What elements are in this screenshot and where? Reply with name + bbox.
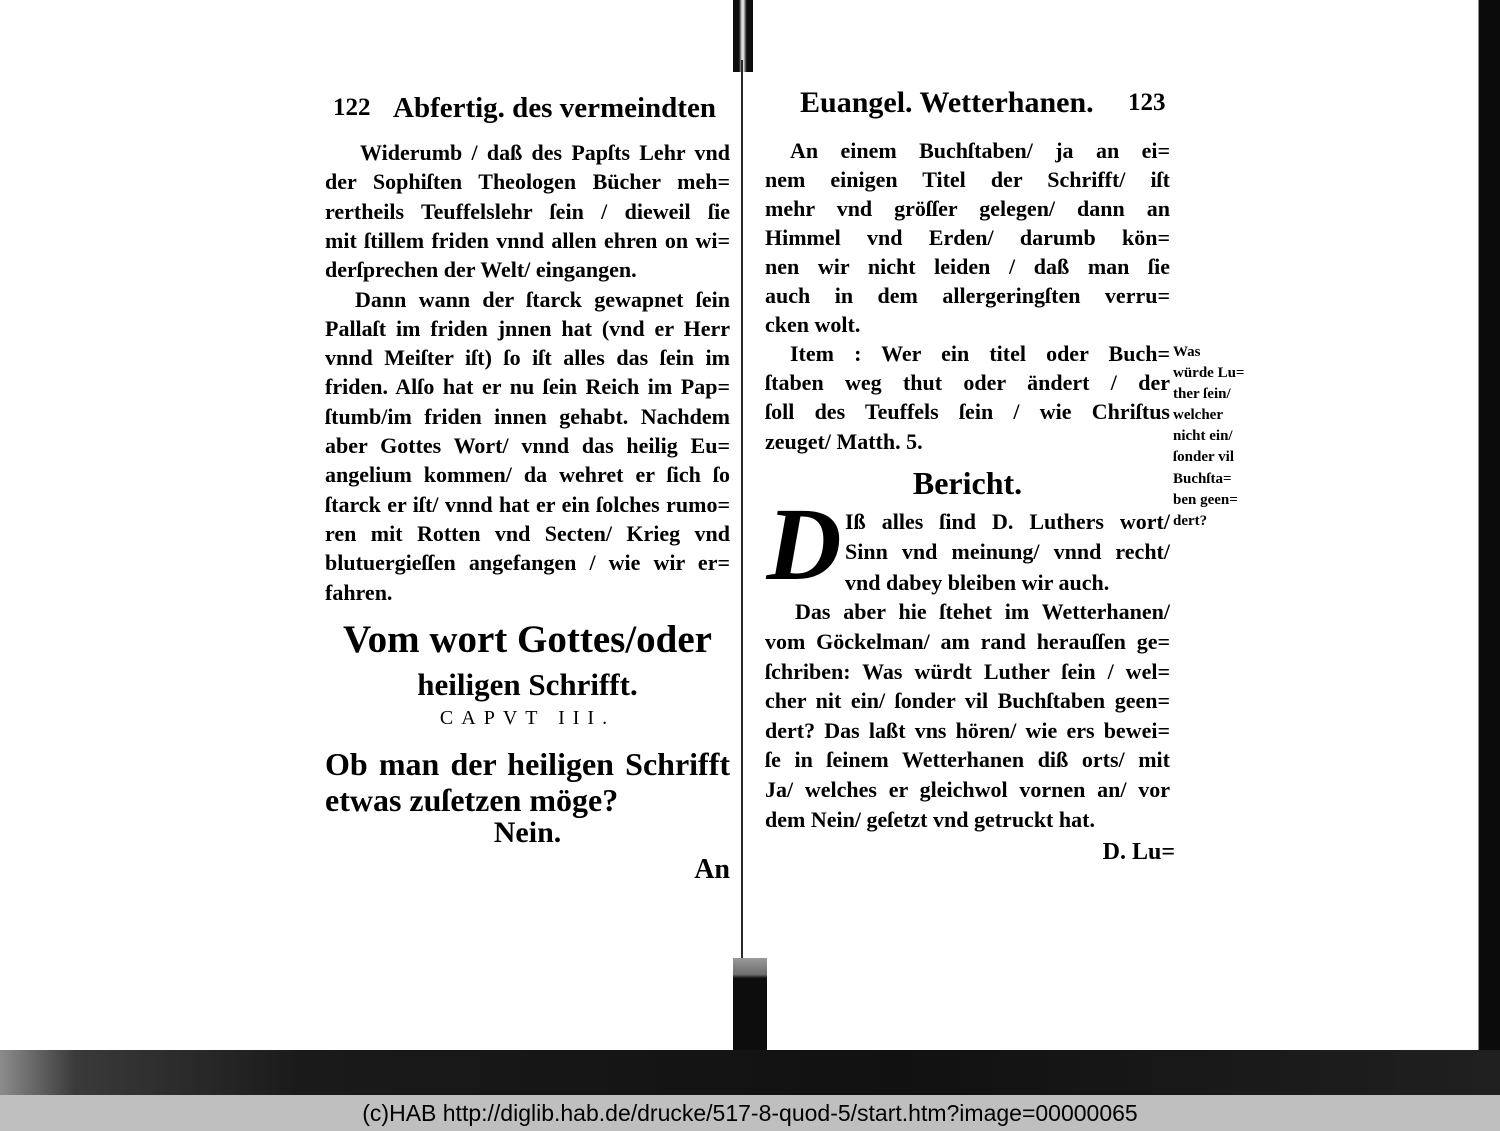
margin-note-line: nicht ein/ (1173, 428, 1233, 445)
text-line: blutuergieſſen angefangen / wie wir er= (325, 550, 730, 575)
text-line: friden. Alſo hat er nu ſein Reich im Pap= (325, 374, 730, 399)
page-number: 122 (333, 94, 371, 121)
chapter-answer: Nein. (493, 816, 562, 849)
text-line: auch in dem allergeringſten verru= (765, 283, 1170, 308)
text-line: Pallaſt im friden jnnen hat (vnd er Herr (325, 316, 730, 341)
text-line: nem einigen Titel der Schrifft/ iſt (765, 167, 1170, 192)
text-line: cken wolt. (765, 312, 861, 337)
section-heading: Bericht. (912, 465, 1023, 501)
text-line: rertheils Teuffelslehr ſein / dieweil ſie (325, 199, 730, 224)
text-line: vnd dabey bleiben wir auch. (845, 570, 1110, 595)
text-line: nen wir nicht leiden / daß man ſie (765, 254, 1170, 279)
chapter-heading: Vom wort Gottes/oder (343, 618, 712, 661)
drop-cap-initial: D (766, 487, 842, 602)
text-line: Sinn vnd meinung/ vnnd recht/ (845, 539, 1170, 564)
text-line: ſtaben weg thut oder ändert / der (765, 370, 1170, 395)
chapter-question: Ob man der heiligen Schrifft (325, 746, 730, 782)
binding-top (733, 0, 753, 72)
margin-note-line: würde Lu= (1173, 365, 1245, 382)
text-line: Iß alles ſind D. Luthers wort/ (845, 509, 1170, 534)
chapter-number: CAPVT III. (439, 707, 616, 729)
text-line: Widerumb / daß des Papſts Lehr vnd (360, 140, 730, 165)
right-page (765, 0, 1175, 1050)
running-head: Abfertig. des vermeindten (393, 92, 716, 124)
gutter-line (741, 60, 743, 980)
text-line: vnnd Meiſter iſt) ſo iſt alles das ſein im (325, 345, 730, 370)
chapter-question: etwas zuſetzen möge? (325, 782, 619, 818)
binding-bottom (733, 958, 767, 1050)
text-line: ſchriben: Was würdt Luther ſein / wel= (765, 659, 1170, 684)
scanner-edge-bottom (0, 1050, 1500, 1095)
text-line: mit ſtillem friden vnnd allen ehren on wi= (325, 228, 730, 253)
page-number: 123 (1128, 89, 1166, 116)
margin-note-line: ben geen= (1173, 491, 1238, 508)
text-line: zeuget/ Matth. 5. (765, 429, 923, 454)
text-line: Item : Wer ein titel oder Buch= (790, 341, 1170, 366)
text-line: ſtarck er iſt/ vnnd hat er ein ſolches rumo= (325, 492, 730, 517)
text-line: ren mit Rotten vnd Secten/ Krieg vnd (325, 521, 730, 546)
margin-note-line: dert? (1173, 512, 1208, 529)
margin-note-line: welcher (1173, 407, 1223, 424)
text-line: Das aber hie ſtehet im Wetterhanen/ (795, 599, 1170, 624)
text-line: dert? Das laßt vns hören/ wie ers bewei= (765, 718, 1170, 743)
margin-note-line: ſonder vil (1173, 449, 1234, 466)
margin-note-line: ther ſein/ (1173, 386, 1231, 403)
scanner-edge-right (1478, 0, 1500, 1050)
catchword: D. Lu= (1102, 839, 1175, 865)
catchword: An (694, 854, 730, 885)
left-page (325, 0, 730, 1050)
text-line: der Sophiſten Theologen Bücher meh= (325, 169, 730, 194)
text-line: Ja/ welches er gleichwol vornen an/ vor (765, 777, 1170, 802)
text-line: mehr vnd gröſſer gelegen/ dann an (765, 196, 1170, 221)
text-line: derſprechen der Welt/ eingangen. (325, 257, 637, 282)
text-line: angelium kommen/ da wehret er ſich ſo (325, 462, 730, 487)
text-line: dem Nein/ geſetzt vnd getruckt hat. (765, 807, 1095, 832)
text-line: Himmel vnd Erden/ darumb kön= (765, 225, 1170, 250)
text-line: aber Gottes Wort/ vnnd das heilig Eu= (325, 433, 730, 458)
chapter-heading: heiligen Schrifft. (417, 667, 638, 702)
text-line: Dann wann der ſtarck gewapnet ſein (355, 287, 730, 312)
copyright-caption: (c)HAB http://diglib.hab.de/drucke/517-8-quod-5/start.htm?image=00000065 (0, 1095, 1500, 1131)
text-line: cher nit ein/ ſonder vil Buchſtaben geen= (765, 688, 1170, 713)
text-line: vom Göckelman/ am rand herauſſen ge= (765, 629, 1170, 654)
text-line: ſe in ſeinem Wetterhanen diß orts/ mit (765, 747, 1170, 772)
margin-note (1173, 342, 1265, 532)
margin-note-line: Buchſta= (1173, 470, 1232, 487)
text-line: An einem Buchſtaben/ ja an ei= (790, 138, 1170, 163)
text-line: ſoll des Teuffels ſein / wie Chriſtus (765, 399, 1170, 424)
running-head: Euangel. Wetterhanen. (800, 86, 1094, 119)
text-line: fahren. (325, 580, 393, 605)
margin-note-line: Was (1173, 344, 1201, 360)
text-line: ſtumb/im friden innen gehabt. Nachdem (325, 404, 730, 429)
